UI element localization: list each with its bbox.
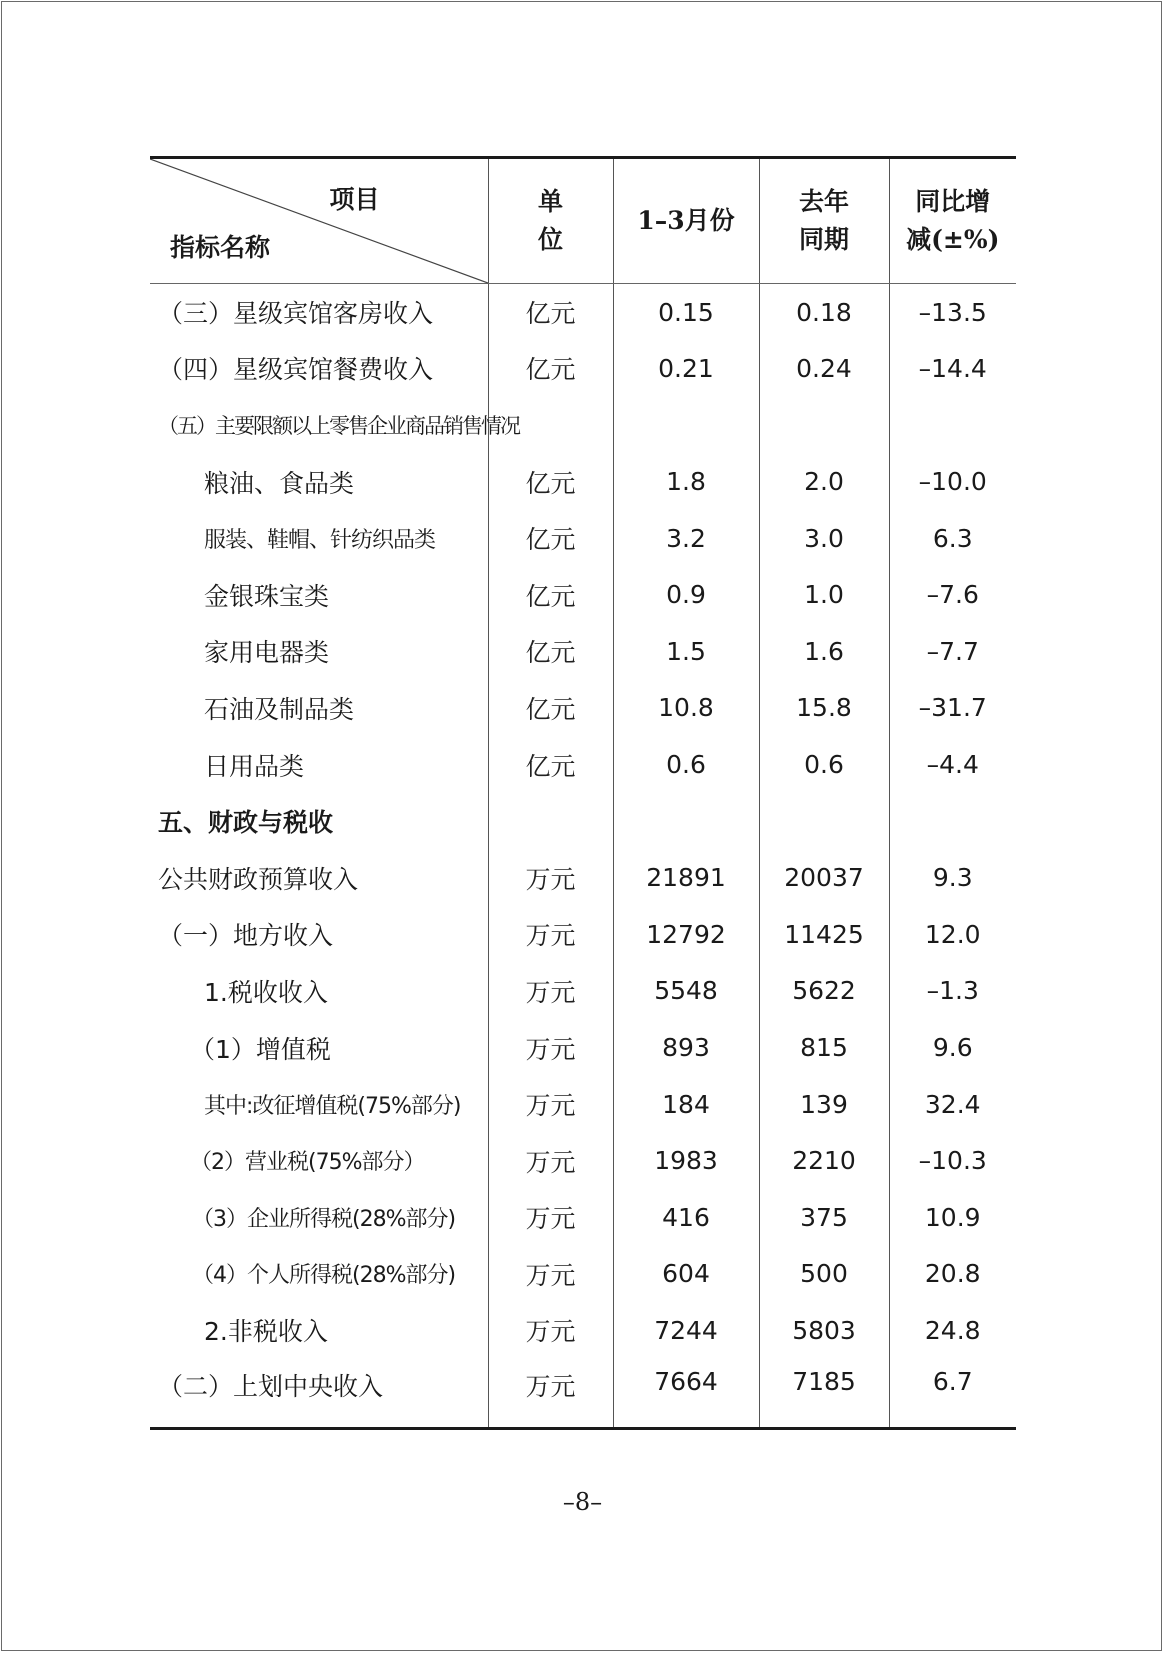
row-previous bbox=[759, 793, 889, 850]
row-name: 家用电器类 bbox=[204, 638, 330, 668]
row-name: 1.税收收入 bbox=[204, 977, 328, 1007]
row-current: 184 bbox=[613, 1076, 759, 1133]
row-unit: 亿元 bbox=[488, 340, 613, 397]
row-unit: 亿元 bbox=[488, 680, 613, 737]
row-name: （4）个人所得税(28%部分) bbox=[192, 1263, 456, 1289]
row-unit: 万元 bbox=[488, 906, 613, 963]
row-previous: 11425 bbox=[759, 906, 889, 963]
row-current: 7244 bbox=[613, 1302, 759, 1359]
table-row bbox=[150, 340, 1016, 397]
row-unit: 万元 bbox=[488, 1132, 613, 1189]
row-name: （一）地方收入 bbox=[158, 921, 334, 951]
row-name: 其中:改征增值税(75%部分) bbox=[204, 1093, 461, 1119]
row-current: 416 bbox=[613, 1189, 759, 1246]
row-unit: 万元 bbox=[488, 1019, 613, 1076]
row-previous: 5803 bbox=[759, 1302, 889, 1359]
row-change: 20.8 bbox=[889, 1246, 1016, 1303]
row-name: （三）星级宾馆客房收入 bbox=[158, 299, 434, 329]
header-diagonal-cell bbox=[150, 158, 488, 284]
row-previous: 3.0 bbox=[759, 510, 889, 567]
row-previous: 15.8 bbox=[759, 680, 889, 737]
row-name: 公共财政预算收入 bbox=[158, 864, 359, 894]
row-current: 0.9 bbox=[613, 566, 759, 623]
row-previous: 1.0 bbox=[759, 566, 889, 623]
row-name: 2.非税收入 bbox=[204, 1317, 328, 1347]
row-current: 0.6 bbox=[613, 736, 759, 793]
row-current: 21891 bbox=[613, 849, 759, 906]
row-change: 10.9 bbox=[889, 1189, 1016, 1246]
row-previous: 2.0 bbox=[759, 453, 889, 510]
row-previous: 375 bbox=[759, 1189, 889, 1246]
row-unit: 亿元 bbox=[488, 510, 613, 567]
row-change: –1.3 bbox=[889, 963, 1016, 1020]
row-current: 0.15 bbox=[613, 284, 759, 341]
row-current: 1.5 bbox=[613, 623, 759, 680]
table-row bbox=[150, 793, 1016, 850]
table-row bbox=[150, 284, 1016, 341]
row-current: 7664 bbox=[613, 1359, 759, 1429]
row-current: 1.8 bbox=[613, 453, 759, 510]
table-row bbox=[150, 1019, 1016, 1076]
row-previous: 5622 bbox=[759, 963, 889, 1020]
row-unit: 万元 bbox=[488, 1076, 613, 1133]
row-current bbox=[613, 397, 759, 454]
row-change: –31.7 bbox=[889, 680, 1016, 737]
row-current: 0.21 bbox=[613, 340, 759, 397]
row-previous: 500 bbox=[759, 1246, 889, 1303]
row-previous: 139 bbox=[759, 1076, 889, 1133]
row-current: 893 bbox=[613, 1019, 759, 1076]
row-name: 日用品类 bbox=[204, 751, 305, 781]
row-change: –13.5 bbox=[889, 284, 1016, 341]
row-previous: 20037 bbox=[759, 849, 889, 906]
table-row bbox=[150, 1132, 1016, 1189]
row-unit: 万元 bbox=[488, 849, 613, 906]
row-unit: 亿元 bbox=[488, 736, 613, 793]
row-change: –14.4 bbox=[889, 340, 1016, 397]
table-row bbox=[150, 1359, 1016, 1429]
table-row bbox=[150, 1302, 1016, 1359]
row-name: （1）增值税 bbox=[190, 1034, 331, 1064]
row-name: （四）星级宾馆餐费收入 bbox=[158, 355, 434, 385]
table-row bbox=[150, 736, 1016, 793]
row-unit: 万元 bbox=[488, 1189, 613, 1246]
row-change: 6.7 bbox=[889, 1359, 1016, 1429]
row-change: 12.0 bbox=[889, 906, 1016, 963]
row-current: 3.2 bbox=[613, 510, 759, 567]
table-header-row bbox=[150, 158, 1016, 284]
row-name: 石油及制品类 bbox=[204, 694, 355, 724]
row-change: 6.3 bbox=[889, 510, 1016, 567]
table-row bbox=[150, 906, 1016, 963]
row-name: 金银珠宝类 bbox=[204, 581, 330, 611]
header-previous-period: 去年 同期 bbox=[759, 158, 889, 284]
row-unit: 亿元 bbox=[488, 566, 613, 623]
row-previous: 7185 bbox=[759, 1359, 889, 1429]
table-row bbox=[150, 566, 1016, 623]
table-row bbox=[150, 397, 1016, 454]
row-change: –10.0 bbox=[889, 453, 1016, 510]
table-row bbox=[150, 1189, 1016, 1246]
row-current: 5548 bbox=[613, 963, 759, 1020]
row-name: 粮油、食品类 bbox=[204, 468, 355, 498]
row-change: 32.4 bbox=[889, 1076, 1016, 1133]
row-change bbox=[889, 793, 1016, 850]
statistics-table-container bbox=[150, 156, 1016, 1430]
header-yoy-change: 同比增 减(±%) bbox=[889, 158, 1016, 284]
table-row bbox=[150, 680, 1016, 737]
row-change: –7.6 bbox=[889, 566, 1016, 623]
row-unit: 亿元 bbox=[488, 623, 613, 680]
row-unit bbox=[488, 793, 613, 850]
row-unit: 万元 bbox=[488, 1359, 613, 1429]
header-item-label: 项目 bbox=[329, 185, 380, 214]
row-name: （二）上划中央收入 bbox=[150, 1359, 488, 1429]
table-row bbox=[150, 510, 1016, 567]
row-previous: 2210 bbox=[759, 1132, 889, 1189]
row-previous: 0.18 bbox=[759, 284, 889, 341]
row-current: 10.8 bbox=[613, 680, 759, 737]
section-heading: 五、财政与税收 bbox=[158, 808, 334, 838]
row-change: –10.3 bbox=[889, 1132, 1016, 1189]
header-current-period: 1–3月份 bbox=[613, 158, 759, 284]
row-current: 12792 bbox=[613, 906, 759, 963]
row-current bbox=[613, 793, 759, 850]
header-unit: 单 位 bbox=[488, 158, 613, 284]
row-name: （3）企业所得税(28%部分) bbox=[192, 1206, 456, 1232]
row-unit: 亿元 bbox=[488, 453, 613, 510]
row-change: 9.6 bbox=[889, 1019, 1016, 1076]
row-unit: 万元 bbox=[488, 1302, 613, 1359]
row-change: 24.8 bbox=[889, 1302, 1016, 1359]
row-name: （五）主要限额以上零售企业商品销售情况 bbox=[158, 413, 519, 438]
row-previous: 0.6 bbox=[759, 736, 889, 793]
row-unit: 万元 bbox=[488, 963, 613, 1020]
table-row bbox=[150, 963, 1016, 1020]
row-change: –4.4 bbox=[889, 736, 1016, 793]
row-previous: 1.6 bbox=[759, 623, 889, 680]
row-change: –7.7 bbox=[889, 623, 1016, 680]
table-row bbox=[150, 1246, 1016, 1303]
row-unit: 万元 bbox=[488, 1246, 613, 1303]
row-current: 604 bbox=[613, 1246, 759, 1303]
page-number: –8– bbox=[562, 1488, 603, 1516]
row-previous: 0.24 bbox=[759, 340, 889, 397]
header-indicator-label: 指标名称 bbox=[170, 233, 271, 262]
row-previous bbox=[759, 397, 889, 454]
row-name: 服装、鞋帽、针纺织品类 bbox=[204, 527, 436, 553]
row-current: 1983 bbox=[613, 1132, 759, 1189]
statistics-table bbox=[150, 156, 1016, 1430]
table-row bbox=[150, 453, 1016, 510]
row-name: （2）营业税(75%部分） bbox=[190, 1150, 425, 1176]
table-row bbox=[150, 1076, 1016, 1133]
table-row bbox=[150, 623, 1016, 680]
row-change bbox=[889, 397, 1016, 454]
row-unit: 亿元 bbox=[488, 284, 613, 341]
table-row bbox=[150, 849, 1016, 906]
row-change: 9.3 bbox=[889, 849, 1016, 906]
row-previous: 815 bbox=[759, 1019, 889, 1076]
